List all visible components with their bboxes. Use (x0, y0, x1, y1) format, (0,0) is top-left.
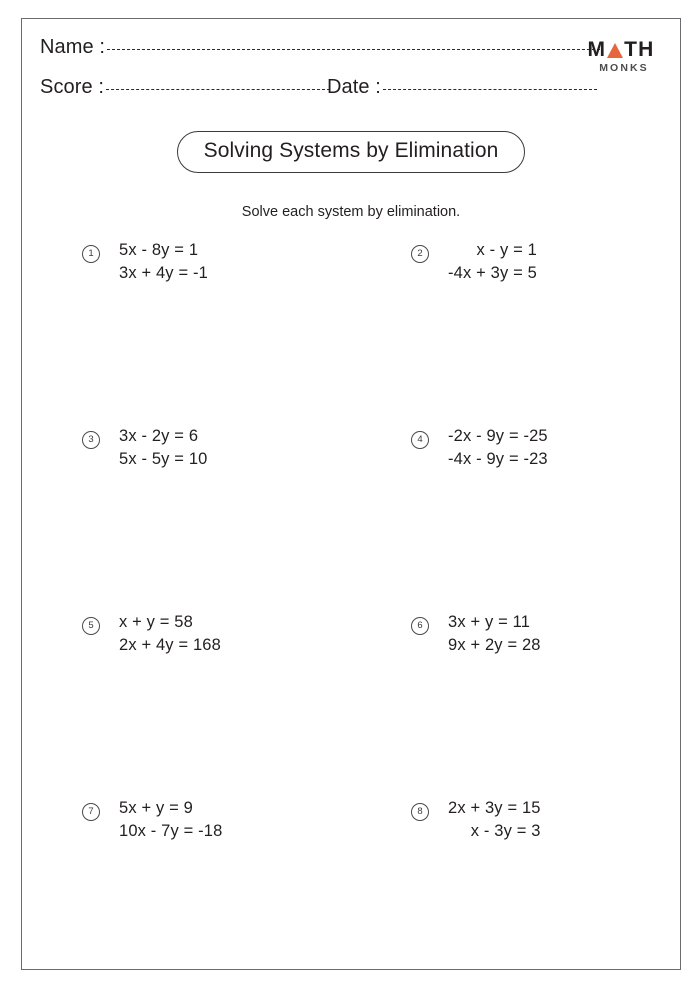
date-input-line[interactable] (383, 88, 597, 90)
equation-line: -4x + 3y = 5 (448, 264, 537, 282)
problem-row (22, 427, 680, 613)
score-field-row (40, 76, 330, 99)
worksheet-page (21, 18, 681, 970)
equation-line: 3x - 2y = 6 (119, 427, 199, 445)
equation-group (448, 427, 548, 469)
problem-number: 3 (82, 431, 100, 449)
equation-line: 5x - 8y = 1 (119, 241, 199, 259)
problem-grid (22, 241, 680, 985)
equation-line: x + y = 58 (119, 613, 193, 631)
logo-letter-m: M (587, 38, 607, 61)
equation-group (119, 613, 221, 655)
name-label: Name : (40, 36, 106, 58)
problem-item (22, 241, 351, 427)
mathmonks-logo (578, 39, 664, 74)
equation-group (448, 799, 541, 841)
problem-item (22, 613, 351, 799)
problem-number: 5 (82, 617, 100, 635)
equation-line: 2x + 3y = 15 (448, 799, 541, 817)
problem-item (22, 799, 351, 985)
logo-wordmark (578, 39, 664, 60)
title-container (22, 131, 680, 173)
logo-subtext: MONKS (599, 62, 649, 74)
equation-line: 3x + 4y = -1 (119, 264, 208, 282)
logo-letters-th: TH (624, 38, 655, 61)
score-label: Score : (40, 76, 105, 98)
problem-number: 6 (411, 617, 429, 635)
equation-group (119, 799, 222, 841)
date-label: Date : (327, 76, 381, 98)
problem-item (22, 427, 351, 613)
problem-row (22, 613, 680, 799)
problem-number: 4 (411, 431, 429, 449)
score-input-line[interactable] (106, 88, 330, 90)
equation-group (119, 427, 207, 469)
problem-number: 2 (411, 245, 429, 263)
equation-line: x - y = 1 (476, 241, 537, 259)
name-field-row (40, 36, 600, 59)
page-title: Solving Systems by Elimination (177, 131, 526, 173)
instruction-text: Solve each system by elimination. (241, 204, 461, 220)
problem-item (351, 427, 680, 613)
equation-line: 3x + y = 11 (448, 613, 531, 631)
worksheet-header (22, 19, 680, 111)
problem-row (22, 241, 680, 427)
equation-line: x - 3y = 3 (470, 822, 541, 840)
logo-triangle-icon (607, 43, 623, 58)
equation-line: 5x + y = 9 (119, 799, 193, 817)
equation-line: 2x + 4y = 168 (119, 636, 221, 654)
problem-row (22, 799, 680, 985)
problem-item (351, 799, 680, 985)
problem-item (351, 613, 680, 799)
equation-line: 5x - 5y = 10 (119, 450, 208, 468)
equation-line: -2x - 9y = -25 (448, 427, 548, 445)
equation-line: -4x - 9y = -23 (448, 450, 548, 468)
name-input-line[interactable] (107, 48, 600, 50)
problem-number: 7 (82, 803, 100, 821)
problem-number: 8 (411, 803, 429, 821)
equation-line: 10x - 7y = -18 (119, 822, 223, 840)
date-field-row (327, 76, 597, 99)
equation-group (448, 241, 537, 283)
problem-item (351, 241, 680, 427)
equation-group (119, 241, 208, 283)
equation-line: 9x + 2y = 28 (448, 636, 541, 654)
problem-number: 1 (82, 245, 100, 263)
equation-group (448, 613, 541, 655)
